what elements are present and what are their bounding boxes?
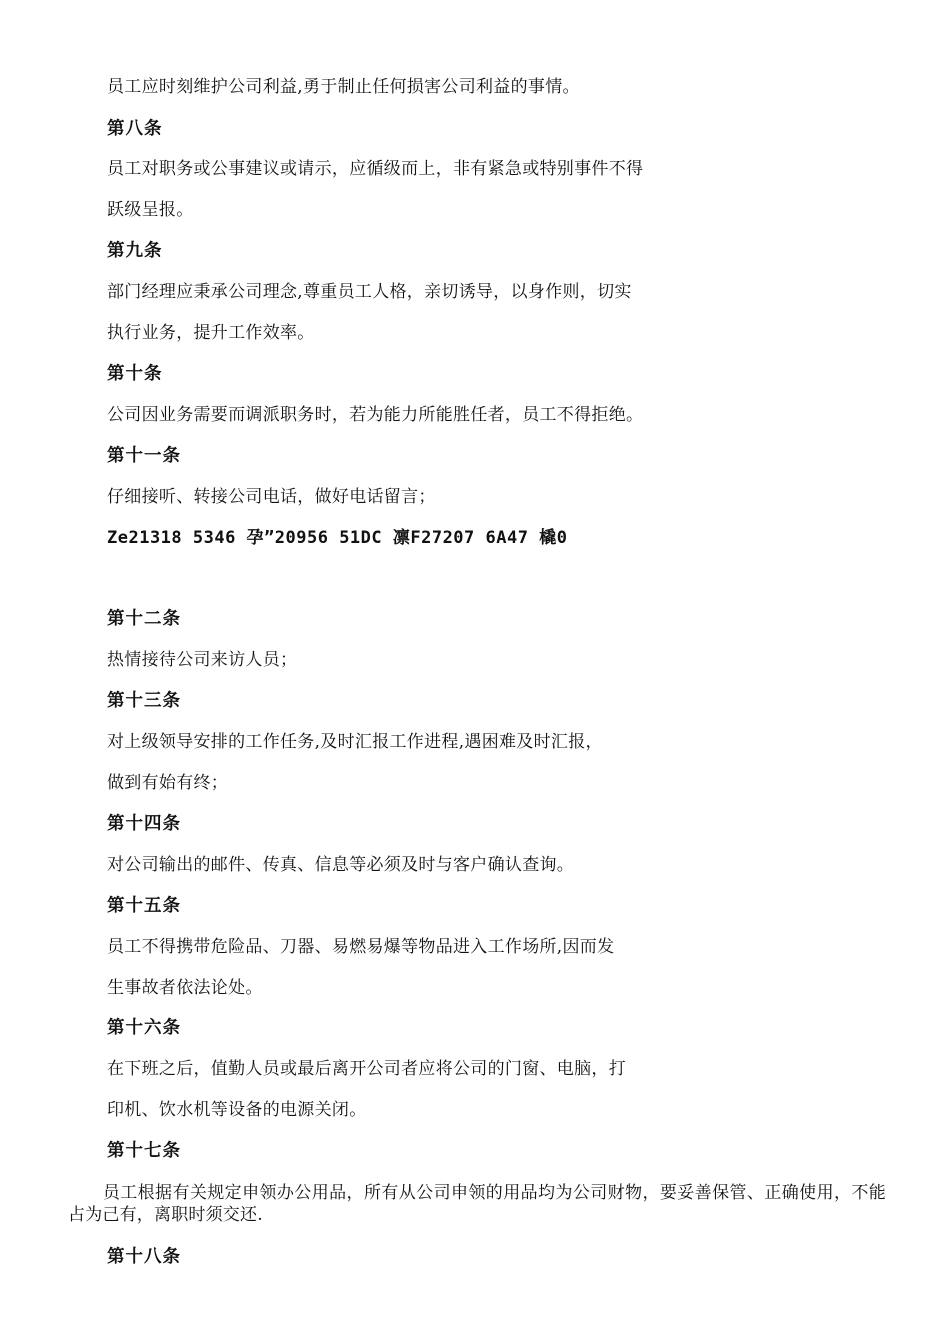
paragraph: 员工对职务或公事建议或请示，应循级而上，非有紧急或特别事件不得 [107, 159, 644, 179]
article-heading: 第十八条 [107, 1247, 181, 1267]
paragraph: 在下班之后，值勤人员或最后离开公司者应将公司的门窗、电脑，打 [107, 1059, 626, 1079]
article-heading: 第十四条 [107, 814, 181, 834]
paragraph: 热情接待公司来访人员； [107, 650, 298, 670]
paragraph: 跃级呈报。 [107, 200, 194, 220]
article-heading: 第十一条 [107, 446, 181, 466]
article-heading: 第十二条 [107, 609, 181, 629]
article-heading: 第十七条 [107, 1141, 181, 1161]
article-heading: 第九条 [107, 241, 163, 261]
paragraph: 员工应时刻维护公司利益,勇于制止任何损害公司利益的事情。 [107, 77, 580, 97]
paragraph: 做到有始有终； [107, 773, 229, 793]
paragraph: 部门经理应秉承公司理念,尊重员工人格，亲切诱导，以身作则，切实 [107, 282, 632, 302]
paragraph: 对公司输出的邮件、传真、信息等必须及时与客户确认查询。 [107, 855, 575, 875]
article-heading: 第十六条 [107, 1018, 181, 1038]
article-heading: 第十条 [107, 364, 163, 384]
paragraph: 对上级领导安排的工作任务,及时汇报工作进程,遇困难及时汇报， [107, 732, 603, 752]
paragraph: 公司因业务需要而调派职务时，若为能力所能胜任者，员工不得拒绝。 [107, 405, 644, 425]
paragraph: 仔细接听、转接公司电话，做好电话留言； [107, 487, 436, 507]
paragraph-wrapped: 员工根据有关规定申领办公用品，所有从公司申领的用品均为公司财物，要妥善保管、正确使用，不能占为己有，离职时须交还. [68, 1183, 886, 1225]
article-heading: 第十三条 [107, 691, 181, 711]
article-heading: 第八条 [107, 119, 163, 139]
paragraph: 执行业务，提升工作效率。 [107, 323, 315, 343]
paragraph: 生事故者依法论处。 [107, 978, 263, 998]
paragraph: 印机、饮水机等设备的电源关闭。 [107, 1100, 367, 1120]
paragraph: 员工不得携带危险品、刀器、易燃易爆等物品进入工作场所,因而发 [107, 937, 615, 957]
garbled-text-line: Ze21318 5346 孕”20956 51DC 凛F27207 6A47 橇0 [107, 528, 568, 548]
article-heading: 第十五条 [107, 896, 181, 916]
